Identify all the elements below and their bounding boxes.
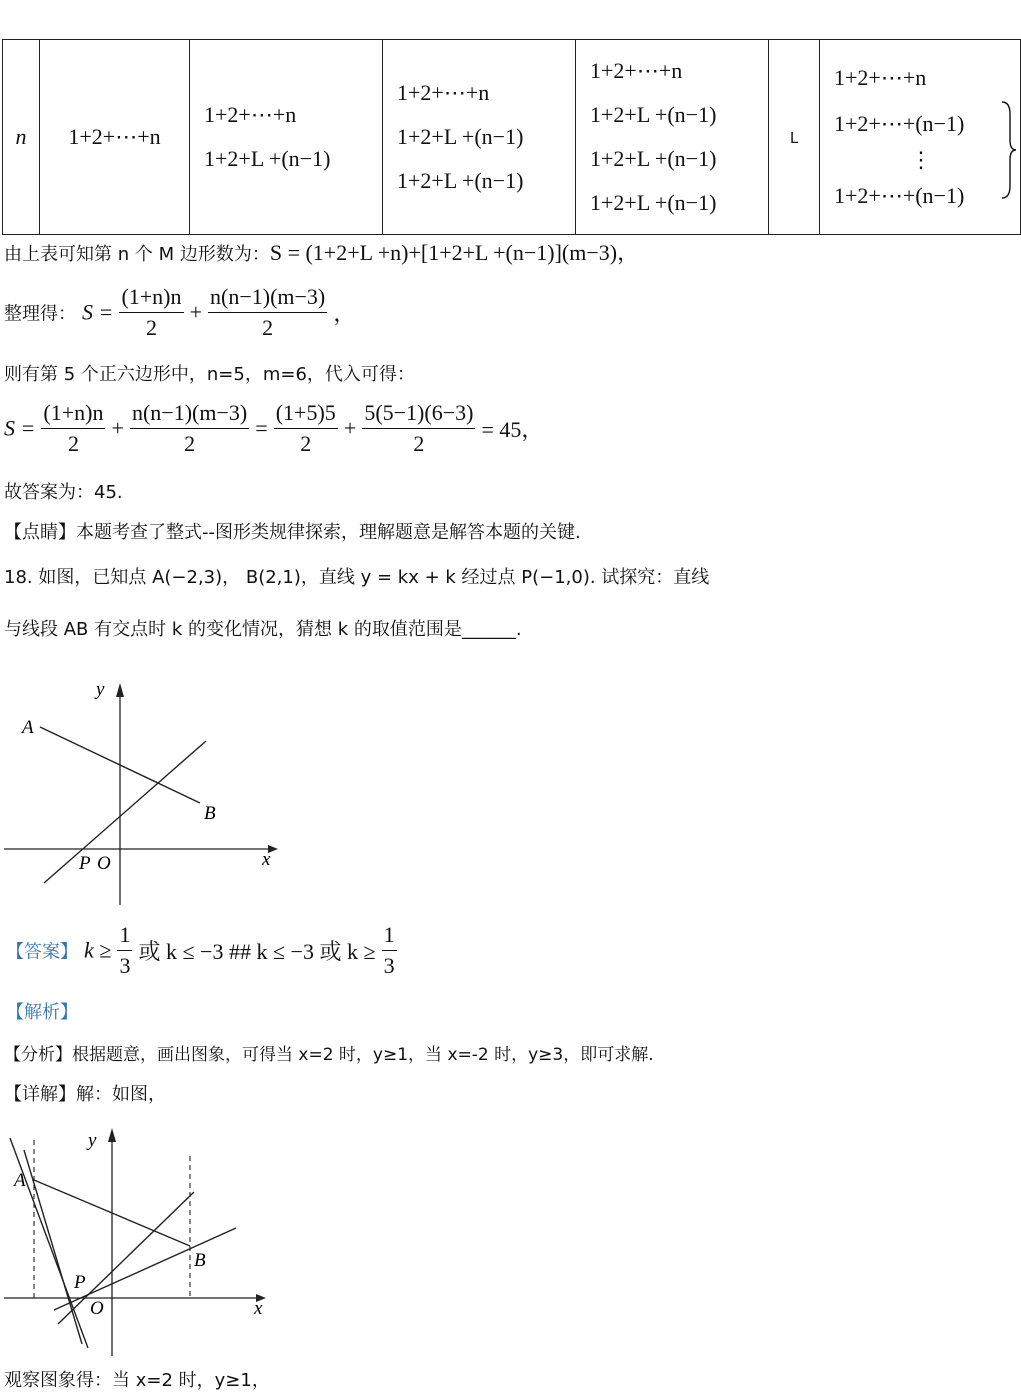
table-cell-4 [576, 40, 769, 235]
answer-line [6, 920, 397, 981]
cell-line: 1+2+⋯+n [834, 65, 927, 90]
text: 与线段 AB 有交点时 k 的变化情况，猜想 k 的取值范围是______. [4, 619, 522, 640]
formula: 或 k ≤ −3 ## k ≤ −3 或 k ≥ [138, 939, 376, 964]
cell-line: 1+2+L +(n−1) [590, 190, 717, 215]
label-O: O [90, 1298, 104, 1319]
cell-line: 1+2+⋯+n [397, 80, 490, 105]
label-y: y [96, 679, 105, 700]
label-x: x [262, 849, 271, 870]
cell-line: 1+2+L +(n−1) [590, 146, 717, 171]
paragraph-substitute: 则有第 5 个正六边形中，n=5，m=6，代入可得： [4, 364, 415, 385]
cell-text: L [789, 128, 799, 147]
label-O: O [97, 853, 111, 874]
fraction: $\frac{1}{3}$ [119, 922, 131, 978]
table-cell-n [3, 40, 40, 235]
answer-tag: 【答案】 [6, 941, 78, 963]
formula: S = (1+2+L +n)+[1+2+L +(n−1)](m−3)， [269, 240, 640, 265]
cell-line: 1+2+L +(n−1) [590, 102, 717, 127]
analysis-text: 【分析】根据题意，画出图象，可得当 x=2 时，y≥1，当 x=-2 时，y≥3，即可求解. [4, 1045, 654, 1065]
formula: k ≥ [84, 937, 112, 963]
label-P: P [74, 1272, 86, 1293]
label-x: x [254, 1298, 263, 1319]
figure-question-18 [0, 675, 285, 910]
fraction: $\frac{n(n-1)(m-3)}{2}$ [210, 284, 326, 340]
paragraph-computation [4, 398, 543, 459]
line-steep-2 [24, 1150, 82, 1344]
text: 18. 如图，已知点 A(−2,3)， B(2,1)，直线 y = kx + k 经过点 P(−1,0). 试探究：直线 [4, 567, 710, 588]
paragraph-answer-45: 故答案为：45. [4, 482, 123, 503]
label-A: A [22, 717, 34, 738]
paragraph-remark: 【点睛】本题考查了整式--图形类规律探索，理解题意是解答本题的关键. [4, 522, 581, 543]
cell-text: 1+2+⋯+n [68, 124, 161, 149]
paragraph-formula-S [4, 236, 639, 267]
label-P: P [79, 853, 91, 874]
cell-line: 1+2+⋯+n [204, 102, 297, 127]
cell-line: 1+2+L +(n−1) [397, 124, 524, 149]
cell-line: ⋮ [910, 147, 932, 172]
cell-line: 1+2+L +(n−1) [397, 168, 524, 193]
punct: ， [333, 301, 356, 326]
table-cell-ellipsis [769, 40, 820, 235]
fraction: $\frac{n(n-1)(m-3)}{2}$ [131, 400, 248, 456]
fraction: $\frac{(1+n)n}{2}$ [43, 400, 104, 456]
figure-solution [0, 1120, 280, 1360]
formula: S = [82, 299, 114, 325]
detail-text: 【详解】解：如图， [4, 1084, 166, 1105]
polygonal-number-table [2, 39, 1021, 235]
text: 整理得： [4, 303, 76, 325]
cell-line: 1+2+⋯+(n−1) [834, 111, 965, 136]
operator: + [111, 415, 124, 441]
analysis-tag: 【解析】 [6, 1002, 78, 1023]
label-B: B [204, 803, 216, 824]
operator: + [343, 415, 357, 441]
paragraph-simplified [4, 282, 355, 343]
y-axis-arrow-icon [108, 1128, 116, 1142]
question-18-line2 [4, 615, 522, 641]
cell-line: 1+2+⋯+(n−1) [834, 183, 965, 208]
fraction: $\frac{5(5-1)(6-3)}{2}$ [364, 400, 474, 456]
label-y: y [88, 1130, 97, 1151]
line-through-P-up [58, 1192, 194, 1324]
fraction: $\frac{1}{3}$ [383, 922, 395, 978]
cell-line: 1+2+⋯+n [590, 58, 683, 83]
table-cell-2 [190, 40, 383, 235]
label-B: B [194, 1250, 206, 1271]
y-axis-arrow-icon [116, 683, 124, 697]
operator: = [255, 415, 268, 441]
fraction: $\frac{(1+5)5}{2}$ [275, 400, 336, 456]
result: = 45， [481, 417, 544, 442]
table-cell-6 [820, 40, 1021, 235]
table-cell-1 [40, 40, 190, 235]
cell-line: 1+2+L +(n−1) [204, 146, 331, 171]
line-through-P [44, 741, 206, 883]
right-brace-icon [1000, 100, 1018, 200]
table-cell-3 [383, 40, 576, 235]
label-A: A [14, 1170, 26, 1191]
cell-text: n [15, 124, 27, 149]
text: 由上表可知第 n 个 M 边形数为： [4, 244, 270, 265]
operator: + [189, 299, 202, 325]
observe-text: 观察图象得：当 x=2 时，y≥1， [4, 1370, 270, 1391]
question-18-line1 [4, 563, 709, 589]
fraction: $\frac{(1+n)n}{2}$ [121, 284, 182, 340]
formula: S = [4, 415, 36, 441]
